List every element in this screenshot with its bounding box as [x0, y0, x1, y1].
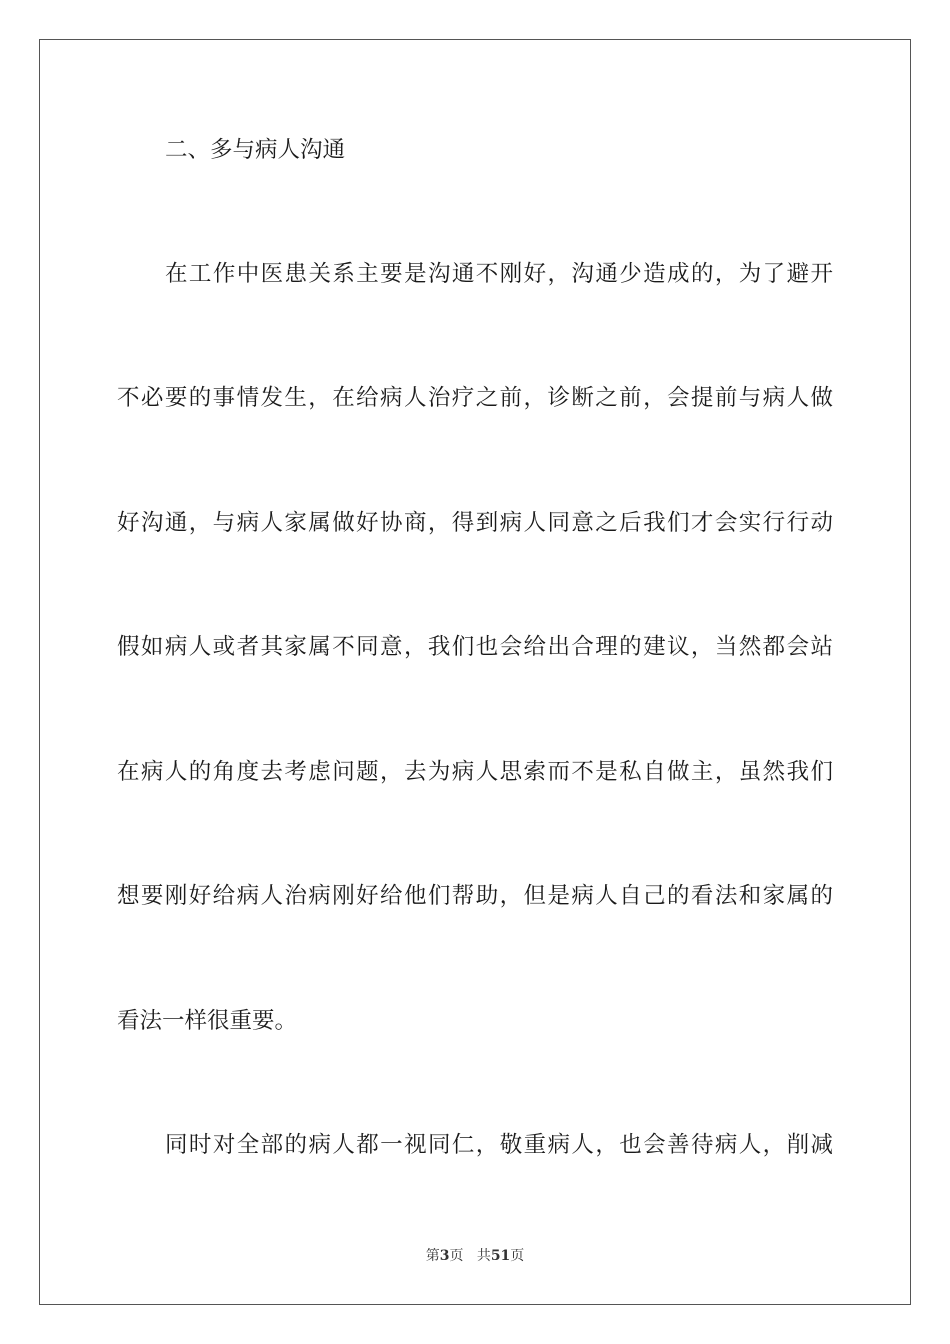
paragraph-line: 看法一样很重要。: [117, 1008, 298, 1034]
page-border: [39, 39, 911, 1305]
paragraph-line: 不必要的事情发生，在给病人治疗之前，诊断之前，会提前与病人做: [117, 385, 833, 411]
total-pages-number: 51: [490, 1248, 511, 1264]
paragraph-line: 在工作中医患关系主要是沟通不刚好，沟通少造成的，为了避开: [165, 261, 833, 287]
paragraph-line: 想要刚好给病人治病刚好给他们帮助，但是病人自己的看法和家属的: [117, 883, 833, 909]
paragraph-line: 假如病人或者其家属不同意，我们也会给出合理的建议，当然都会站: [117, 634, 833, 660]
page-label-suffix: 页: [449, 1248, 464, 1264]
page-label-prefix: 第: [425, 1248, 440, 1264]
total-label-suffix: 页: [510, 1248, 525, 1264]
paragraph-line: 在病人的角度去考虑问题，去为病人思索而不是私自做主，虽然我们: [117, 759, 833, 785]
section-heading: 二、多与病人沟通: [165, 137, 346, 163]
page-footer: [0, 1247, 950, 1265]
current-page-number: 3: [439, 1248, 450, 1264]
paragraph-line: 同时对全部的病人都一视同仁，敬重病人，也会善待病人，削减: [165, 1132, 833, 1158]
paragraph-line: 好沟通，与病人家属做好协商，得到病人同意之后我们才会实行行动: [117, 510, 833, 536]
total-label-prefix: 共: [476, 1248, 491, 1264]
